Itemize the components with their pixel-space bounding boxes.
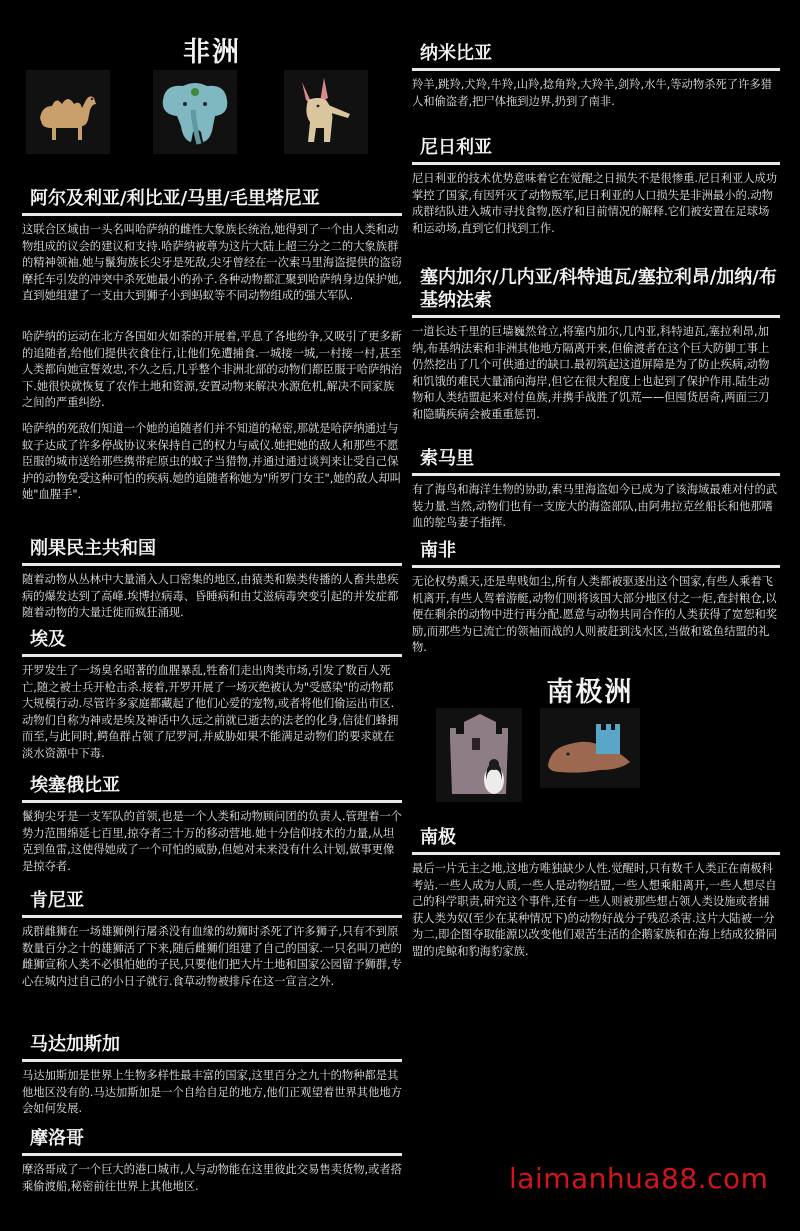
section-heading: 尼日利亚 — [412, 136, 780, 165]
section-morocco — [22, 1127, 402, 1195]
section-heading: 索马里 — [412, 447, 780, 476]
seal-fortress-icon — [540, 708, 640, 788]
paragraph: 成群雌狮在一场雄狮例行屠杀没有血缘的幼狮时杀死了许多狮子,只有不到原数量百分之十的雄狮活了下来,随后雌狮们组建了自己的国家.一只名叫刀疤的雌狮宣称人类不必惧怕她的子民,只要他们把大片土地和国家公园留予狮群,专心在城内过自己的小日子就行.食草动物被排斥在这一宣言之外. — [22, 925, 402, 988]
section-nigeria — [412, 136, 780, 237]
paragraph: 这联合区域由一头名叫哈萨纳的雌性大象族长统治,她得到了一个由人类和动物组成的议会的建议和支持.哈萨纳被尊为这片大陆上超三分之二的大象族群的精神领袖.她与鬣狗族长尖牙是死敌,尖牙曾经在一次索马里海盗提供的盗窃摩托车引发的冲突中杀死她最小的孙子.各种动物都汇聚到哈萨纳身边保护她,直到她组建了一支由大到狮子小到蚂蚁等不同动物组成的强大军队. — [22, 223, 402, 303]
watermark: laimanhua88.com — [509, 1162, 769, 1195]
paragraph: 随着动物从丛林中大量涌入人口密集的地区,由猿类和猴类传播的人畜共患疾病的爆发达到了高峰.埃博拉病毒、昏睡病和由艾滋病毒突变引起的并发症都随着动物的大量迁徙而疯狂涌现. — [22, 573, 399, 620]
paragraph: 尼日利亚的技术优势意味着它在觉醒之日损失不是很惨重.尼日利亚人成功掌控了国家,有因歼灭了动物叛军,尼日利亚的人口损失是非洲最小的.动物成群结队进入城市寻找食物,医疗和目前情况的解释.它们被安置在足球场和运动场,直到它们找到工作. — [412, 172, 778, 235]
section-heading: 南非 — [412, 539, 780, 568]
section-heading: 刚果民主共和国 — [22, 537, 402, 566]
elephant-icon — [153, 70, 237, 154]
aardvark-icon — [284, 70, 368, 154]
paragraph: 马达加斯加是世界上生物多样性最丰富的国家,这里百分之九十的物种都是其他地区没有的.马达加斯加是一个自给自足的地方,他们正观望着世界其他地方会如何发展. — [22, 1069, 402, 1116]
section-namibia — [412, 42, 780, 110]
section-antarctica — [412, 826, 780, 961]
antarctica-title: 南极洲 — [546, 677, 634, 708]
section-heading: 埃塞俄比亚 — [22, 774, 402, 803]
section-drc — [22, 537, 402, 622]
section-heading: 阿尔及利亚/利比亚/马里/毛里塔尼亚 — [22, 187, 402, 216]
paragraph: 鬣狗尖牙是一支军队的首领,也是一个人类和动物顾问团的负责人.管理着一个势力范围绵延七百里,掠夺者三十万的移动营地.她十分信仰技术的力量,从坦克到鱼雷,这使得她成了一个可怕的威胁,但她对未来没有什么计划,做事更像是掠夺者. — [22, 810, 402, 873]
section-heading: 摩洛哥 — [22, 1127, 402, 1156]
paragraph: 最后一片无主之地,这地方唯独缺少人性.觉醒时,只有数千人类正在南极科考站.一些人成为人质,一些人是动物结盟,一些人想乘船离开,一些人想尽自己的科学职责,研究这个事件,还有一些人则被那些想占领人类设施或者捕获人类为奴(至少在某种情况下)的动物好战分子残忍杀害.这片大陆被一分为二,即企图夺取能源以改变他们艰苦生活的企鹅家族和在海上结成狡猾同盟的虎鲸和豹海豹家族. — [412, 862, 778, 958]
paragraph: 有了海鸟和海洋生物的协助,索马里海盗如今已成为了该海域最难对付的武装力量.当然,动物们也有一支庞大的海盗部队,由阿弗拉克丝船长和他那嗜血的鸵鸟妻子指挥. — [412, 483, 778, 530]
section-heading: 塞内加尔/几内亚/科特迪瓦/塞拉利昂/加纳/布基纳法索 — [412, 266, 780, 318]
section-heading: 埃及 — [22, 628, 402, 657]
africa-title: 非洲 — [183, 37, 241, 68]
paragraph: 开罗发生了一场臭名昭著的血腥暴乱,牲畜们走出肉类市场,引发了数百人死亡,随之被士兵开枪击杀.接着,开罗开展了一场灭绝被认为"受感染"的动物都大规模行动.尽管许多家庭都藏起了他们心爱的宠物,或者将他们偷运出市区.动物们自称为神或是埃及神话中久远之前就已逝去的法老的化身,信徒们蜂拥而至,与此同时,鳄鱼群占领了尼罗河,并威胁如果不能满足动物们的要求就在淡水资源中下毒. — [22, 664, 399, 760]
section-heading: 纳米比亚 — [412, 42, 780, 71]
paragraph: 羚羊,跳羚,犬羚,牛羚,山羚,捻角羚,大羚羊,剑羚,水牛,等动物杀死了许多猎人和偷盗者,把尸体拖到边界,扔到了南非. — [412, 78, 772, 108]
paragraph: 无论权势熏天,还是卑贱如尘,所有人类都被驱逐出这个国家,有些人乘着飞机离开,有些人驾着游艇,动物们则将该国大部分地区付之一炬,查封粮仓,以便在剩余的动物中进行再分配.愿意与动物共同合作的人类获得了宽恕和奖励,而那些为已流亡的领袖而战的人则被赶到浅水区,当做和鲨鱼结盟的礼物. — [412, 575, 778, 655]
section-algeria-libya-mali-mauritania — [22, 187, 402, 504]
section-egypt — [22, 628, 402, 763]
section-west-africa-wall — [412, 266, 780, 424]
section-south-africa — [412, 539, 780, 657]
paragraph: 摩洛哥成了一个巨大的港口城市,人与动物能在这里彼此交易售卖货物,或者搭乘偷渡船,秘密前往世界上其他地区. — [22, 1163, 402, 1193]
paragraph: 哈萨纳的死敌们知道一个她的追随者们并不知道的秘密,那就是哈萨纳通过与蚊子达成了许多停战协议来保持自己的权力与威仪.她把她的敌人和那些不愿臣服的城市送给那些携带疟原虫的蚊子当猎物,并通过通过谈判来让受自己保护的动物免受这种可怕的疾病.她的追随者称她为"所罗门女王",她的敌人却叫她"血腥手". — [22, 421, 402, 502]
section-kenya — [22, 889, 402, 990]
section-somalia — [412, 447, 780, 532]
castle-penguin-icon — [436, 708, 522, 802]
section-heading: 南极 — [412, 826, 780, 855]
paragraph: 一道长达千里的巨墙巍然耸立,将塞内加尔,几内亚,科特迪瓦,塞拉利昂,加纳,布基纳法索和非洲其他地方隔离开来,但偷渡者在这个巨大防御工事上仍然挖出了几个可供通过的缺口.最初筑起这道屏障是为了防止疾病,动物和饥饿的难民大量涌向海岸,但它在很大程度上也起到了保护作用.陆生动物和人类结盟起来对付鱼族,并携手战胜了饥荒——但囤货居奇,两面三刀和隐瞒疾病会被重重惩罚. — [412, 325, 770, 421]
section-heading: 肯尼亚 — [22, 889, 402, 918]
section-ethiopia — [22, 774, 402, 875]
paragraph: 哈萨纳的运动在北方各国如火如荼的开展着,平息了各地纷争,又吸引了更多新的追随者,给他们提供衣食住行,让他们免遭捕食.一城接一城,一村接一村,甚至人类都向她宣誓效忠,不久之后,几乎整个非洲北部的动物们都臣服于哈萨纳治下.她很快就恢复了农作土地和资源,安置动物来解决水源危机,解决不同家族之间的严重纠纷. — [22, 329, 402, 410]
section-heading: 马达加斯加 — [22, 1033, 402, 1062]
camel-icon — [26, 70, 110, 154]
section-madagascar — [22, 1033, 402, 1118]
